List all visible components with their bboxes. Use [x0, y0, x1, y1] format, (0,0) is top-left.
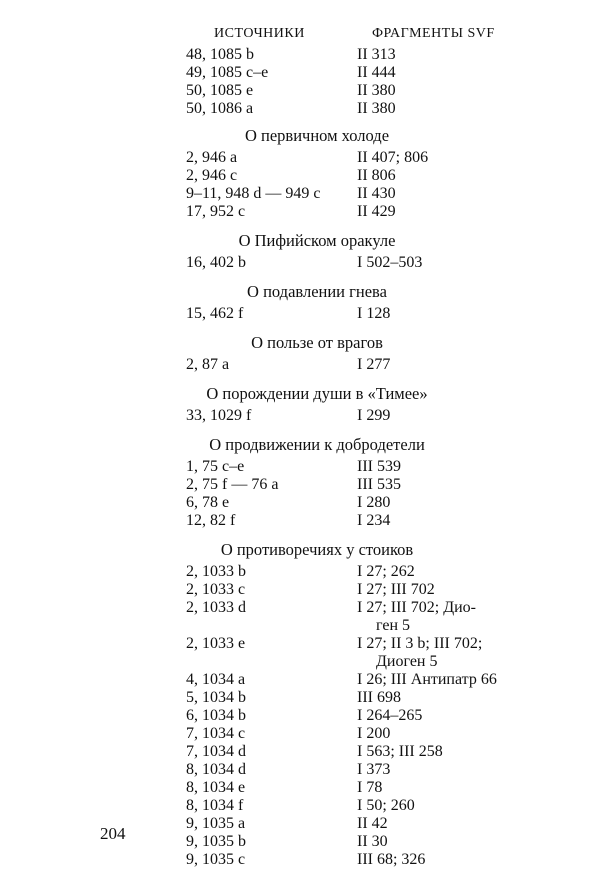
svf-fragment-reference: I 502–503 [357, 254, 423, 271]
svf-fragment-reference: II 380 [357, 82, 396, 99]
concordance-table [0, 46, 600, 869]
table-row [0, 46, 600, 64]
table-row [0, 563, 600, 581]
table-row [0, 833, 600, 851]
table-row [0, 82, 600, 100]
table-row [0, 761, 600, 779]
source-reference: 50, 1086 a [186, 100, 254, 117]
table-row [0, 407, 600, 425]
page-number: 204 [100, 824, 126, 843]
table-row [0, 458, 600, 476]
svf-fragment-reference: I 234 [357, 512, 391, 529]
source-reference: 2, 1033 b [186, 563, 246, 580]
table-row [0, 725, 600, 743]
svf-fragment-reference: I 50; 260 [357, 797, 415, 814]
svf-fragment-reference: I 277 [357, 356, 391, 373]
svf-fragment-reference: I 26; III Антипатр 66 [357, 671, 497, 688]
column-header [0, 26, 600, 46]
svf-fragment-reference: I 27; III 702; Дио- [357, 599, 477, 616]
section-heading: О противоречиях у стоиков [220, 540, 414, 559]
svf-fragment-reference: Диоген 5 [376, 653, 438, 670]
svf-fragment-reference: I 299 [357, 407, 391, 424]
svf-fragment-reference: III 535 [357, 476, 401, 493]
section-heading: О подавлении гнева [247, 282, 387, 301]
svf-fragment-reference: III 68; 326 [357, 851, 426, 868]
table-row [0, 707, 600, 725]
source-reference: 6, 1034 b [186, 707, 246, 724]
svf-fragments-column-header: ФРАГМЕНТЫ SVF [372, 26, 495, 41]
svf-fragment-reference: II 430 [357, 185, 396, 202]
source-reference: 2, 946 a [186, 149, 238, 166]
svf-fragment-reference: I 128 [357, 305, 391, 322]
table-row [0, 635, 600, 653]
section-heading: О порождении души в «Тимее» [206, 384, 428, 403]
table-row [0, 356, 600, 374]
source-reference: 7, 1034 d [186, 743, 246, 760]
section-heading: О первичном холоде [244, 126, 390, 145]
section-heading: О Пифийском оракуле [238, 231, 396, 250]
table-row [0, 512, 600, 530]
table-row [0, 494, 600, 512]
source-reference: 50, 1085 e [186, 82, 254, 99]
table-row [0, 254, 600, 272]
table-row [0, 100, 600, 118]
table-row [0, 815, 600, 833]
svf-fragment-reference: II 380 [357, 100, 396, 117]
source-reference: 9, 1035 c [186, 851, 246, 868]
source-reference: 8, 1034 d [186, 761, 246, 778]
table-row [0, 64, 600, 82]
source-reference: 2, 946 c [186, 167, 238, 184]
source-reference: 7, 1034 c [186, 725, 246, 742]
table-row [0, 743, 600, 761]
svf-fragment-reference: II 30 [357, 833, 388, 850]
svf-fragment-reference: II 407; 806 [357, 149, 429, 166]
table-row [0, 689, 600, 707]
svf-fragment-reference: I 200 [357, 725, 391, 742]
table-row-continuation [0, 653, 600, 671]
source-reference: 2, 1033 c [186, 581, 246, 598]
source-reference: 2, 87 a [186, 356, 230, 373]
source-reference: 5, 1034 b [186, 689, 246, 706]
svf-fragment-reference: I 280 [357, 494, 391, 511]
source-reference: 49, 1085 c–e [186, 64, 269, 81]
source-reference: 9, 1035 b [186, 833, 246, 850]
table-row-continuation [0, 617, 600, 635]
source-reference: 17, 952 c [186, 203, 246, 220]
source-reference: 2, 1033 d [186, 599, 246, 616]
source-reference: 4, 1034 a [186, 671, 246, 688]
source-reference: 33, 1029 f [186, 407, 252, 424]
section-heading: О пользе от врагов [251, 333, 383, 352]
svf-fragment-reference: III 698 [357, 689, 401, 706]
sources-column-header: ИСТОЧНИКИ [214, 26, 305, 41]
svf-fragment-reference: I 27; II 3 b; III 702; [357, 635, 483, 652]
source-reference: 9–11, 948 d — 949 c [186, 185, 321, 202]
source-reference: 8, 1034 f [186, 797, 244, 814]
table-row [0, 779, 600, 797]
source-reference: 48, 1085 b [186, 46, 254, 63]
svf-fragment-reference: ген 5 [376, 617, 411, 634]
svf-fragment-reference: I 78 [357, 779, 383, 796]
svf-fragment-reference: II 806 [357, 167, 396, 184]
source-reference: 16, 402 b [186, 254, 246, 271]
svf-fragment-reference: I 373 [357, 761, 391, 778]
source-reference: 1, 75 c–e [186, 458, 245, 475]
source-reference: 12, 82 f [186, 512, 236, 529]
table-row [0, 851, 600, 869]
table-row [0, 185, 600, 203]
svf-fragment-reference: II 313 [357, 46, 396, 63]
table-row [0, 599, 600, 617]
svf-fragment-reference: I 27; 262 [357, 563, 415, 580]
source-reference: 9, 1035 a [186, 815, 246, 832]
svf-fragment-reference: I 27; III 702 [357, 581, 435, 598]
source-reference: 15, 462 f [186, 305, 244, 322]
table-row [0, 581, 600, 599]
source-reference: 2, 1033 e [186, 635, 246, 652]
svf-fragment-reference: III 539 [357, 458, 401, 475]
svf-fragment-reference: II 444 [357, 64, 396, 81]
source-reference: 2, 75 f — 76 a [186, 476, 279, 493]
source-reference: 6, 78 e [186, 494, 230, 511]
table-row [0, 305, 600, 323]
source-reference: 8, 1034 e [186, 779, 246, 796]
svf-fragment-reference: I 563; III 258 [357, 743, 443, 760]
table-row [0, 476, 600, 494]
table-row [0, 167, 600, 185]
table-row [0, 149, 600, 167]
svf-fragment-reference: I 264–265 [357, 707, 423, 724]
table-row [0, 203, 600, 221]
svf-fragment-reference: II 429 [357, 203, 396, 220]
table-row [0, 797, 600, 815]
table-row [0, 671, 600, 689]
section-heading: О продвижении к добродетели [209, 435, 425, 454]
svf-fragment-reference: II 42 [357, 815, 388, 832]
